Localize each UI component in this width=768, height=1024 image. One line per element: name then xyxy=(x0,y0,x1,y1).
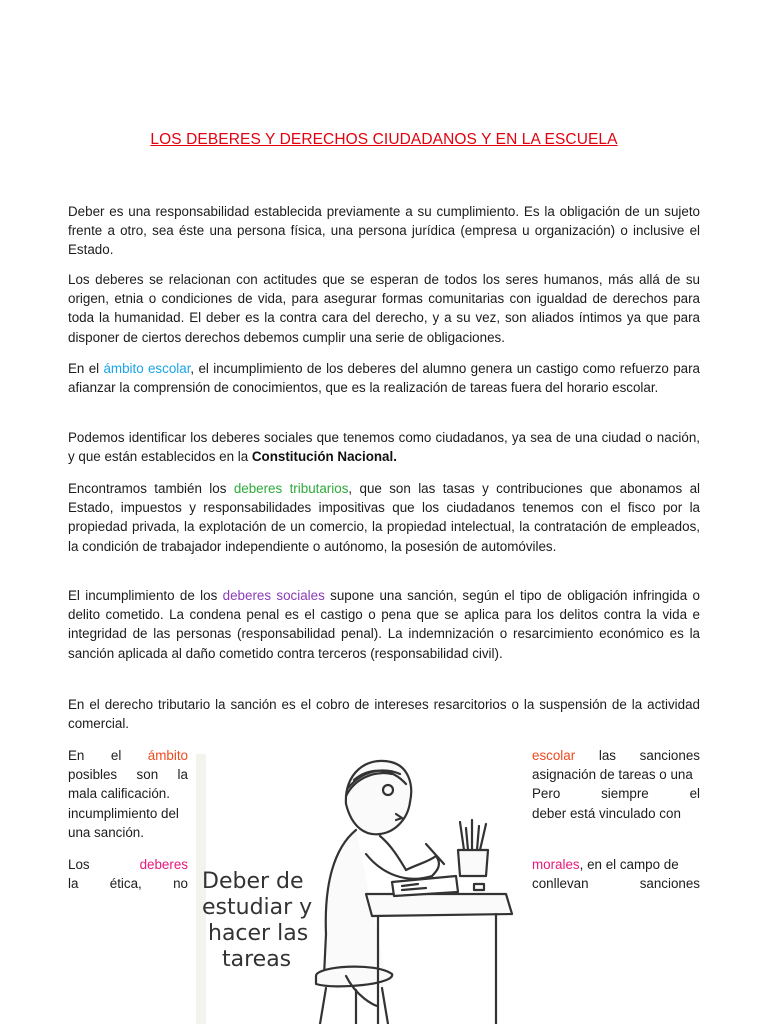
paragraph-4 xyxy=(68,428,700,466)
word: Los xyxy=(68,857,90,873)
term-morales: morales xyxy=(532,856,580,872)
left-line-4 xyxy=(68,804,188,823)
right-line-1 xyxy=(532,746,700,765)
paragraph-5-pre: Encontramos también los xyxy=(68,481,234,496)
paragraph-2 xyxy=(68,270,700,347)
paragraph-1-text: Deber es una responsabilidad establecida previamente a su cumplimiento. Es la obligación de un sujeto frente a otro, sea éste una persona física, una persona jurídica (empresa u organización) o inclusive el Estado. xyxy=(68,204,700,258)
word: el xyxy=(689,786,700,802)
paragraph-1 xyxy=(68,202,700,260)
word: conllevan xyxy=(532,876,589,892)
term-deberes: deberes xyxy=(139,857,188,873)
line-text: incumplimiento del xyxy=(68,805,179,821)
paragraph-3-post: , el incumplimiento de los deberes del alumno genera un castigo como refuerzo para afianzar la comprensión de conocimientos, que es la realización de tareas fuera del horario escolar. xyxy=(68,361,700,396)
paragraph-6 xyxy=(68,586,700,663)
caption-line-4: tareas xyxy=(222,947,292,972)
word: siempre xyxy=(601,786,649,802)
paragraph-3-pre: En el xyxy=(68,361,104,376)
left-line-6 xyxy=(68,855,188,874)
word: son xyxy=(136,767,159,783)
word: el xyxy=(110,748,122,763)
paragraph-2-text: Los deberes se relacionan con actitudes que se esperan de todos los seres humanos, más allá de su origen, etnia o condiciones de vida, para asegurar formas comunitarias con igualdad de derechos para toda la humanidad. El deber es la contra cara del derecho, y a su vez, son aliados íntimos ya que para disponer de ciertos derechos debemos cumplir una serie de obligaciones. xyxy=(68,272,700,345)
right-line-4 xyxy=(532,804,700,823)
paragraph-5 xyxy=(68,479,700,556)
student-illustration xyxy=(196,744,526,1024)
term-ambito-escolar: ámbito escolar xyxy=(103,361,191,376)
left-line-2 xyxy=(68,765,188,784)
right-line-6 xyxy=(532,855,700,874)
term-escolar: escolar xyxy=(532,748,576,763)
caption-line-1: Deber de xyxy=(202,869,304,894)
line-text: asignación de tareas o una xyxy=(532,767,693,783)
left-line-5 xyxy=(68,823,188,842)
student-drawing xyxy=(316,761,512,1024)
line-text: una sanción. xyxy=(68,824,144,840)
page-title: LOS DEBERES Y DERECHOS CIUDADANOS Y EN LA ESCUELA xyxy=(150,131,618,148)
paragraph-6-pre: El incumplimiento de los xyxy=(68,588,223,603)
left-line-1 xyxy=(68,746,188,765)
right-text-column xyxy=(532,746,700,893)
left-line-7 xyxy=(68,874,188,893)
illustration-caption xyxy=(202,869,312,972)
paragraph-6-post: supone una sanción, según el tipo de obligación infringida o delito cometido. La condena penal es el castigo o pena que se aplica para los delitos contra la vida e integridad de las personas (responsabilidad penal). La indemnización o resarcimiento económico es la sanción aplicada al daño cometido contra terceros (responsabilidad civil). xyxy=(68,588,700,661)
line-text: mala calificación. xyxy=(68,786,170,802)
word: ética, xyxy=(109,876,142,892)
term-constitucion-nacional: Constitución Nacional. xyxy=(251,449,397,465)
paragraph-4-pre: Podemos identificar los deberes sociales que tenemos como ciudadanos, ya sea de una ciudad o nación, y que están establecidos en la xyxy=(68,430,700,465)
word: no xyxy=(173,876,188,892)
caption-line-3: hacer las xyxy=(208,921,309,946)
term-deberes-sociales: deberes sociales xyxy=(222,588,325,603)
word: sanciones xyxy=(639,876,700,892)
term-deberes-tributarios: deberes tributarios xyxy=(233,481,349,496)
paragraph-7 xyxy=(68,695,700,733)
term-ambito: ámbito xyxy=(147,748,188,763)
right-line-7 xyxy=(532,874,700,893)
word: En xyxy=(68,748,85,763)
right-line-3 xyxy=(532,784,700,803)
word: posibles xyxy=(68,767,118,783)
word: Pero xyxy=(532,786,561,802)
paragraph-3 xyxy=(68,359,700,397)
word: las xyxy=(598,748,616,763)
line-text: , en el campo de xyxy=(579,856,679,872)
word: la xyxy=(177,767,188,783)
caption-line-2: estudiar y xyxy=(202,895,313,920)
paragraph-5-post: , que son las tasas y contribuciones que abonamos al Estado, impuestos y responsabilidades impositivas que los ciudadanos tenemos con el fisco por la propiedad privada, la explotación de un comercio, la propiedad intelectual, la contratación de empleados, la condición de trabajador independiente o autónomo, la posesión de automóviles. xyxy=(68,481,700,554)
word: la xyxy=(68,876,79,892)
word: sanciones xyxy=(639,748,700,763)
left-text-column xyxy=(68,746,188,893)
right-line-2 xyxy=(532,765,700,784)
left-line-3 xyxy=(68,784,188,803)
line-text: deber está vinculado con xyxy=(532,805,681,821)
paragraph-7-text: En el derecho tributario la sanción es el cobro de intereses resarcitorios o la suspensión de la actividad comercial. xyxy=(68,697,700,732)
